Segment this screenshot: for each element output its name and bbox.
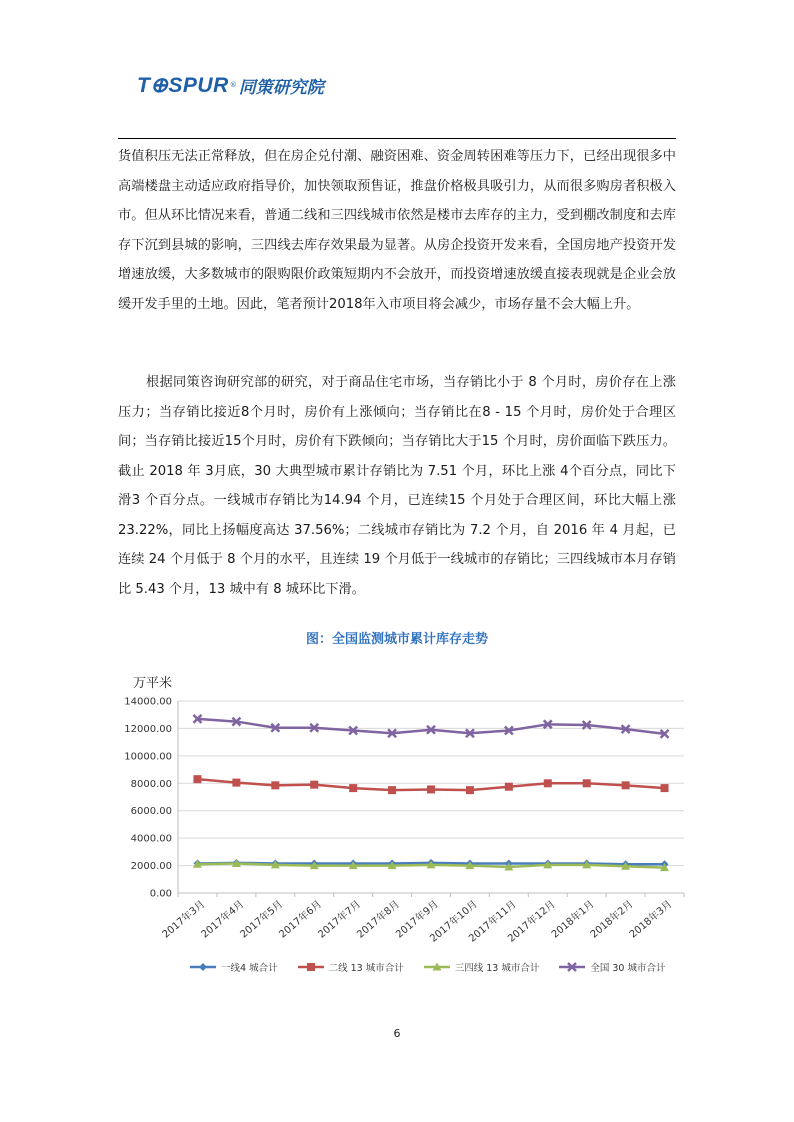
y-tick-label: 10000.00 [124,751,172,763]
data-point-series-2 [661,784,669,792]
data-point-series-2 [427,785,435,793]
x-tick-label: 2017年7月 [316,898,364,941]
page-number: 6 [393,1027,401,1040]
x-tick-label: 2017年11月 [467,898,519,945]
inventory-line-chart [90,690,790,960]
y-tick-label: 2000.00 [130,861,172,873]
x-tick-label: 2018年3月 [627,898,675,941]
y-tick-label: 4000.00 [130,833,172,845]
registered-mark: ® [229,81,237,89]
y-tick-label: 14000.00 [124,696,172,708]
data-point-series-2 [349,784,357,792]
legend-key-icon [190,961,216,973]
data-point-series-2 [622,781,630,789]
data-point-series-2 [505,783,513,791]
legend-key-icon [559,961,585,973]
x-tick-label: 2017年5月 [238,898,286,941]
header-divider [118,138,676,139]
body-paragraph-1: 货值积压无法正常释放，但在房企兑付潮、融资困难、资金周转困难等压力下，已经出现很多中高端楼盘主动适应政府指导价，加快领取预售证，推盘价格极具吸引力，从而很多购房者积极入市。但从环比情况来看，普通二线和三四线城市依然是楼市去库存的主力，受到棚改制度和去库存下沉到县城的影响，三四线去库存效果最为显著。从房企投资开发来看，全国房地产投资开发增速放缓，大多数城市的限购限价政策短期内不会放开，而投资增速放缓直接表现就是企业会放缓开发手里的土地。因此，笔者预计2018年入市项目将会减少，市场存量不会大幅上升。 [118,149,676,312]
x-tick-label: 2018年1月 [549,898,597,941]
series-line-4 [197,719,664,734]
data-point-series-2 [583,779,591,787]
y-tick-label: 6000.00 [130,806,172,818]
chart-legend [190,960,730,974]
tospur-logo [137,68,324,102]
chart-title: 图：全国监测城市累计库存走势 [305,632,488,647]
data-point-series-2 [466,786,474,794]
data-point-series-2 [310,781,318,789]
legend-label: 三四线 13 城市合计 [454,963,540,974]
legend-label: 全国 30 城市合计 [590,963,666,974]
y-tick-label: 8000.00 [130,778,172,790]
y-tick-label: 0.00 [149,888,172,900]
legend-label: 一线4 城合计 [221,963,278,974]
data-point-series-2 [544,779,552,787]
body-paragraph-2: 根据同策咨询研究部的研究，对于商品住宅市场，当存销比小于 8 个月时，房价存在上涨压力；当存销比接近8个月时，房价有上涨倾向；当存销比在8 - 15 个月时，房价处于合理区间；当存销比接近15个月时，房价有下跌倾向；当存销比大于15 个月时，房价面临下跌压力。截止 2018 年 3月底，30 大典型城市累计存销比为 7.51 个月，环比上涨 4个百分点，同比下滑3 个百分点。一线城市存销比为14.94 个月，已连续15 个月处于合理区间，环比大幅上涨 23.22%，同比上扬幅度高达 37.56%；二线城市存销比为 7.2 个月，自 2016 年 4 月起，已连续 24 个月低于 8 个月的水平，且连续 19 个月低于一线城市的存销比；三四线城市本月存销比 5.43 个月，13 城中有 8 城环比下滑。 [118,375,676,597]
x-tick-label: 2017年4月 [199,898,247,941]
data-point-series-2 [388,786,396,794]
legend-item [190,960,278,974]
logo-text-en: T⊕SPUR [137,73,229,97]
x-tick-label: 2017年12月 [506,898,558,945]
x-tick-label: 2017年6月 [277,898,325,941]
logo-text-cn: 同策研究院 [238,77,324,98]
data-point-series-2 [193,775,201,783]
legend-item [424,960,540,974]
x-tick-label: 2017年10月 [428,898,480,945]
legend-key-icon [298,961,324,973]
x-tick-label: 2018年2月 [588,898,636,941]
chart-y-unit: 万平米 [133,676,173,691]
data-point-series-2 [232,779,240,787]
data-point-series-2 [271,781,279,789]
x-tick-label: 2017年3月 [160,898,208,941]
x-tick-label: 2017年9月 [394,898,441,941]
y-tick-label: 12000.00 [124,723,172,735]
legend-item [298,960,404,974]
x-tick-label: 2017年8月 [355,898,403,941]
legend-key-icon [424,961,450,973]
legend-item [559,960,665,974]
legend-label: 二线 13 城市合计 [328,963,404,974]
